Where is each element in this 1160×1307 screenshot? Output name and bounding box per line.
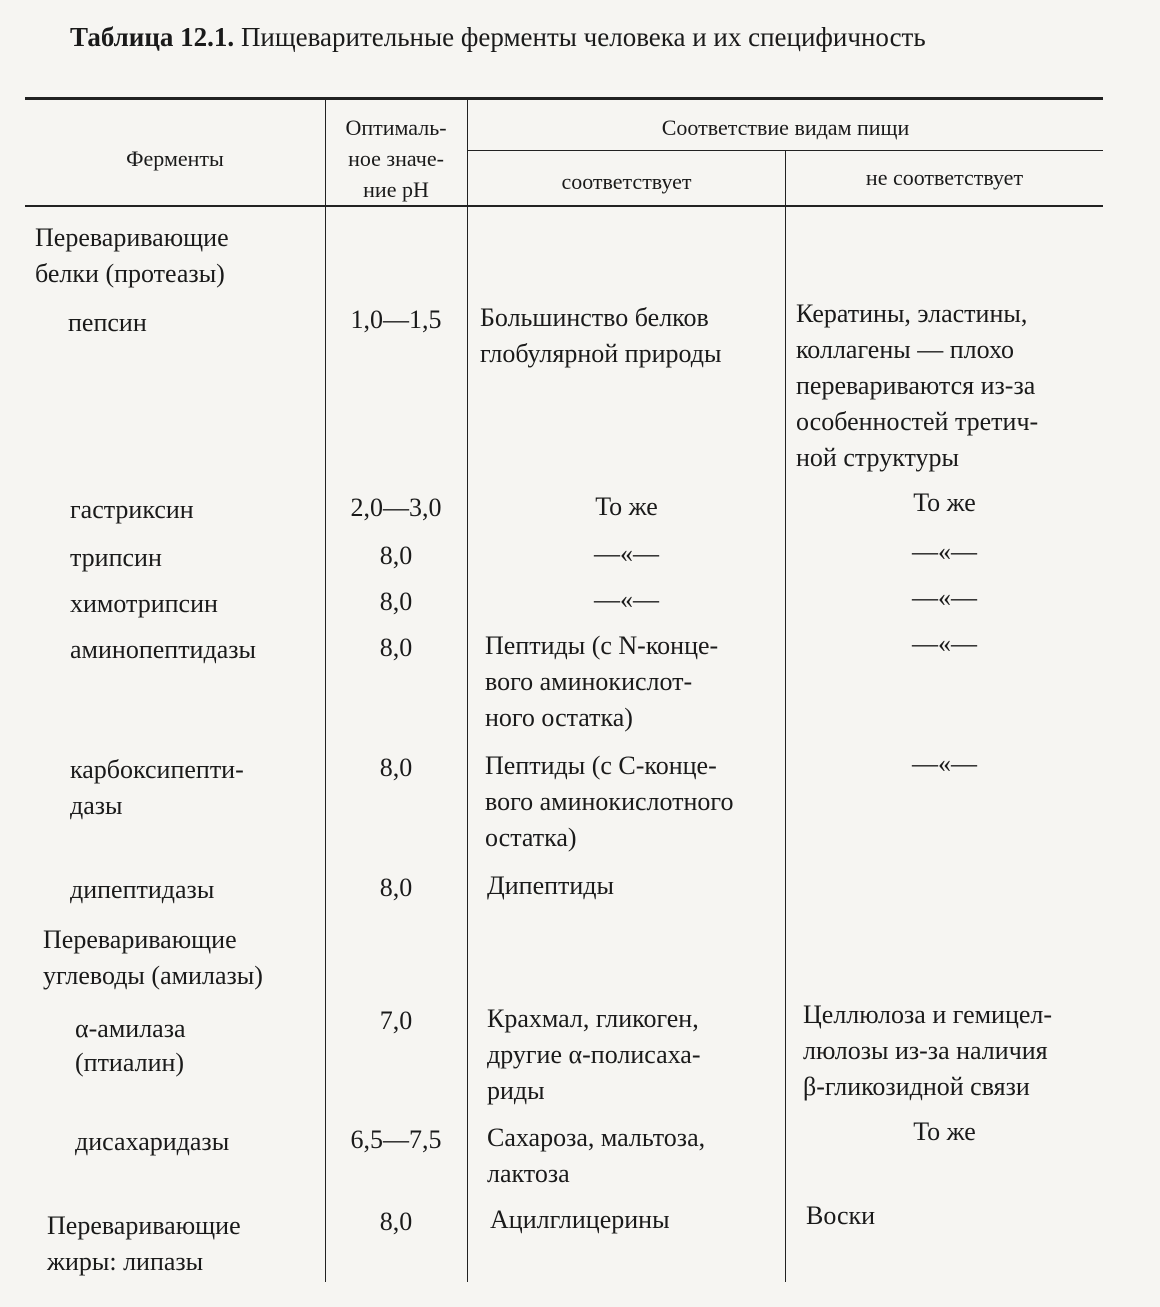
match-text: Сахароза, мальтоза, [487, 1123, 706, 1152]
enzyme-name: (птиалин) [75, 1048, 185, 1077]
top-rule [25, 97, 1103, 100]
enzyme-name: пепсин [68, 308, 147, 337]
enzyme-name: дазы [70, 791, 123, 820]
header-ph-line2: ное значе- [348, 146, 444, 171]
header-not-matches: не соответствует [865, 165, 1024, 190]
match-text: другие α-полисаха- [487, 1040, 701, 1069]
section-fats-line1: Переваривающие [47, 1211, 241, 1240]
match-text: риды [487, 1076, 545, 1105]
enzyme-name: дипептидазы [70, 875, 215, 904]
column-divider-3 [785, 150, 786, 1282]
column-divider-2 [467, 97, 468, 1282]
nomatch-text: То же [913, 488, 976, 517]
match-text: ного остатка) [485, 703, 633, 732]
table-title [70, 22, 926, 53]
nomatch-text: перевариваются из-за [796, 371, 1036, 400]
match-text: вого аминокислотного [485, 787, 734, 816]
section-proteins-line2: белки (протеазы) [35, 259, 225, 288]
match-text: —«— [594, 585, 659, 614]
match-text: Большинство белков [480, 303, 709, 332]
enzyme-name: трипсин [70, 543, 162, 572]
section-fats-line2: жиры: липазы [47, 1247, 204, 1276]
nomatch-text: особенностей третич- [796, 407, 1039, 436]
ph-value: 8,0 [379, 541, 413, 570]
nomatch-text: —«— [912, 583, 977, 612]
match-text: Ацилглицерины [490, 1205, 670, 1234]
enzyme-name: химотрипсин [70, 589, 218, 618]
nomatch-text: Воски [806, 1201, 876, 1230]
ph-value: 8,0 [379, 753, 413, 782]
nomatch-text: β-гликозидной связи [803, 1072, 1030, 1101]
header-ph-line1: Оптималь- [345, 115, 447, 140]
nomatch-text: коллагены — плохо [796, 335, 1014, 364]
nomatch-text: —«— [912, 537, 977, 566]
header-enzymes: Ферменты [126, 146, 224, 171]
nomatch-text: —«— [912, 629, 977, 658]
table-caption: Пищеварительные ферменты человека и их специфичность [234, 22, 926, 52]
ph-value: 7,0 [379, 1006, 413, 1035]
section-carbs-line1: Переваривающие [43, 925, 237, 954]
ph-value: 8,0 [379, 873, 413, 902]
header-rule [25, 205, 1103, 207]
match-text: То же [595, 492, 658, 521]
section-carbs-line2: углеводы (амилазы) [43, 961, 263, 990]
ph-value: 8,0 [379, 587, 413, 616]
match-text: лактоза [487, 1159, 570, 1188]
match-text: Пептиды (с N-конце- [485, 631, 719, 660]
ph-value: 2,0—3,0 [350, 493, 442, 522]
header-food-group: Соответствие видам пищи [661, 115, 910, 140]
nomatch-text: ной структуры [796, 443, 959, 472]
header-ph-line3: ние рН [363, 177, 429, 202]
table-number: Таблица 12.1. [70, 22, 235, 52]
nomatch-text: люлозы из-за наличия [803, 1036, 1048, 1065]
enzyme-name: дисахаридазы [75, 1127, 230, 1156]
nomatch-text: Целлюлоза и гемицел- [803, 1000, 1053, 1029]
ph-value: 6,5—7,5 [350, 1125, 442, 1154]
match-text: вого аминокислот- [485, 667, 693, 696]
match-text: Дипептиды [487, 871, 614, 900]
match-text: остатка) [485, 823, 577, 852]
enzyme-name: гастриксин [70, 495, 194, 524]
section-proteins-line1: Переваривающие [35, 223, 229, 252]
enzyme-name: аминопептидазы [70, 635, 256, 664]
match-text: —«— [594, 539, 659, 568]
ph-value: 8,0 [379, 1207, 413, 1236]
header-matches: соответствует [561, 169, 692, 194]
ph-value: 1,0—1,5 [350, 305, 442, 334]
column-divider-1 [325, 97, 326, 1282]
match-text: Пептиды (с С-конце- [485, 751, 717, 780]
nomatch-text: То же [913, 1117, 976, 1146]
ph-value: 8,0 [379, 633, 413, 662]
match-text: Крахмал, гликоген, [487, 1004, 699, 1033]
match-text: глобулярной природы [480, 339, 722, 368]
nomatch-text: Кератины, эластины, [796, 299, 1028, 328]
enzyme-name: карбоксипепти- [70, 755, 244, 784]
enzyme-name: α-амилаза [75, 1014, 186, 1043]
nomatch-text: —«— [912, 749, 977, 778]
